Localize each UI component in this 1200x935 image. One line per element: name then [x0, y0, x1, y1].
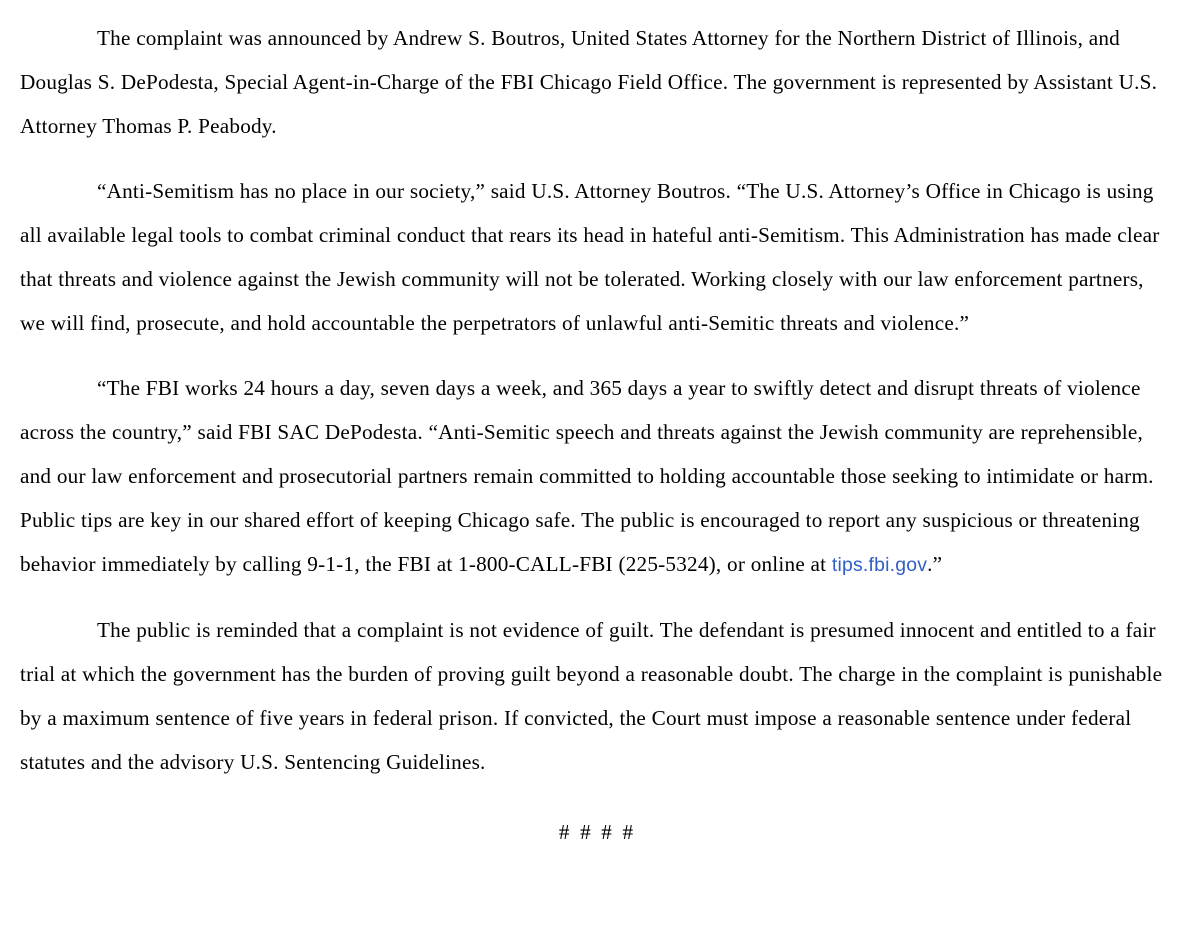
tips-fbi-gov-link[interactable]: tips.fbi.gov	[831, 554, 928, 576]
paragraph-text-after-link: .”	[927, 552, 943, 576]
paragraph-presumption-of-innocence: The public is reminded that a complaint is not evidence of guilt. The defendant is presumed innocent and entitled to a fair trial at which the government has the burden of proving guilt beyond a reasonable doubt. The charge in the complaint is punishable by a maximum sentence of five years in federal prison. If convicted, the Court must impose a reasonable sentence under federal statutes and the advisory U.S. Sentencing Guidelines.	[20, 618, 1163, 774]
paragraph-text-before-link: “The FBI works 24 hours a day, seven days a week, and 365 days a year to swiftly detect and disrupt threats of violence across the country,” said FBI SAC DePodesta. “Anti-Semitic speech and threats against the Jewish community are reprehensible, and our law enforcement and prosecutorial partners remain committed to holding accountable those seeking to intimidate or harm. Public tips are key in our shared effort of keeping Chicago safe. The public is encouraged to report any suspicious or threatening behavior immediately by calling 9-1-1, the FBI at 1-800-CALL-FBI (225-5324), or online at	[20, 376, 1154, 576]
end-of-release-marker: # # # #	[558, 820, 634, 844]
document-body	[20, 0, 1172, 854]
paragraph-announcement: The complaint was announced by Andrew S. Boutros, United States Attorney for the Northern District of Illinois, and Douglas S. DePodesta, Special Agent-in-Charge of the FBI Chicago Field Office. The government is represented by Assistant U.S. Attorney Thomas P. Peabody.	[20, 26, 1158, 138]
paragraph-depodesta-quote	[20, 366, 1172, 587]
paragraph-boutros-quote: “Anti-Semitism has no place in our society,” said U.S. Attorney Boutros. “The U.S. Attorney’s Office in Chicago is using all available legal tools to combat criminal conduct that rears its head in hateful anti-Semitism. This Administration has made clear that threats and violence against the Jewish community will not be tolerated. Working closely with our law enforcement partners, we will find, prosecute, and hold accountable the perpetrators of unlawful anti-Semitic threats and violence.”	[20, 179, 1160, 335]
